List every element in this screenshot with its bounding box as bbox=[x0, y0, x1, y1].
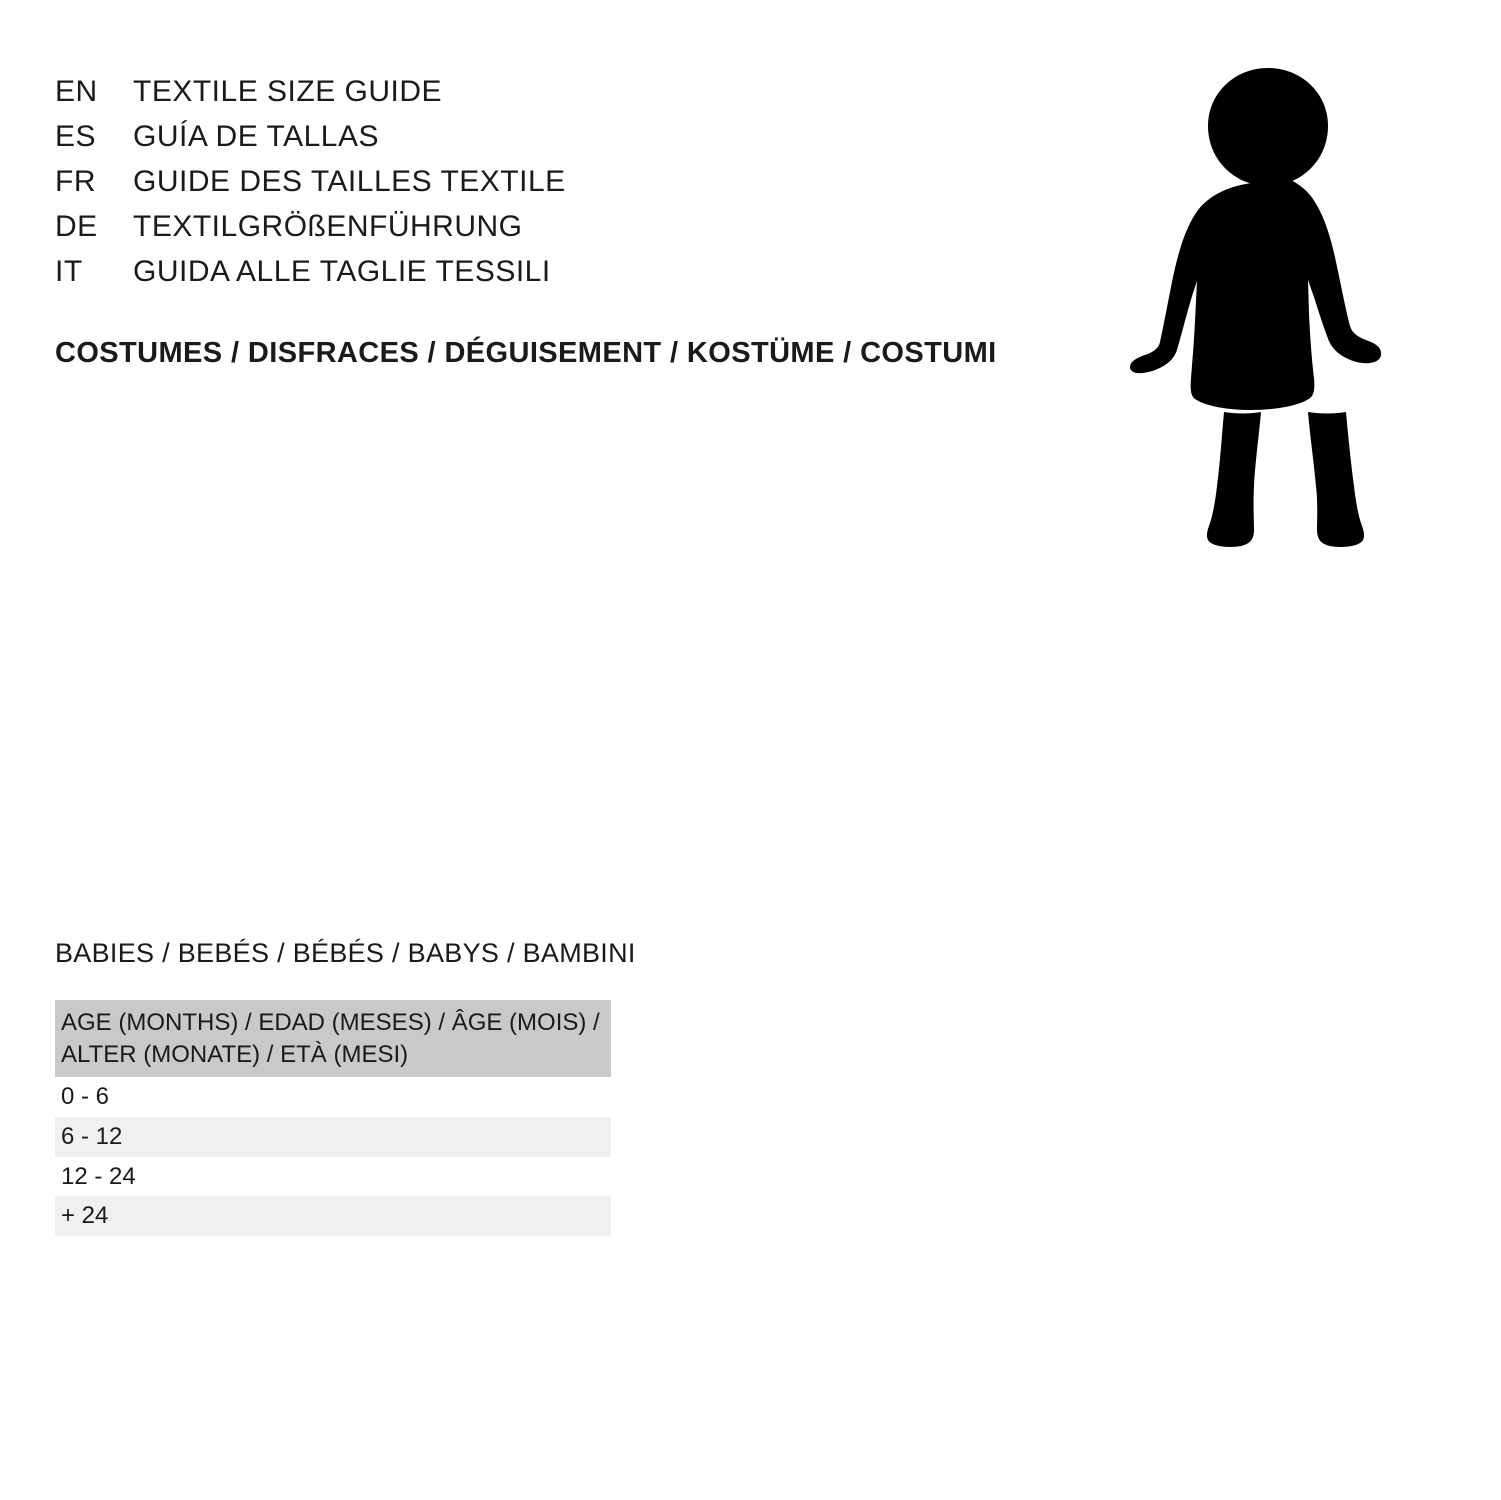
cell-age: 12 - 24 bbox=[55, 1157, 611, 1197]
table-row bbox=[55, 1196, 611, 1236]
toddler-silhouette-icon bbox=[1100, 60, 1440, 560]
table-row bbox=[55, 1157, 611, 1197]
language-row-es bbox=[55, 120, 1055, 165]
language-code-en: EN bbox=[55, 75, 98, 108]
size-table-body bbox=[55, 1077, 611, 1236]
cell-age: + 24 bbox=[55, 1196, 611, 1236]
language-header-block bbox=[55, 75, 1055, 300]
language-code-es: ES bbox=[55, 120, 97, 153]
language-text-es: GUÍA DE TALLAS bbox=[133, 120, 379, 153]
language-text-it: GUIDA ALLE TAGLIE TESSILI bbox=[133, 255, 551, 288]
language-code-de: DE bbox=[55, 210, 98, 243]
language-code-fr: FR bbox=[55, 165, 96, 198]
size-table-head bbox=[55, 1000, 611, 1077]
category-heading: COSTUMES / DISFRACES / DÉGUISEMENT / KOSTÜME / COSTUMI bbox=[55, 337, 997, 369]
table-header-row bbox=[55, 1000, 611, 1077]
language-code-it: IT bbox=[55, 255, 83, 288]
language-row-it bbox=[55, 255, 1055, 300]
table-row bbox=[55, 1077, 611, 1117]
language-text-fr: GUIDE DES TAILLES TEXTILE bbox=[133, 165, 566, 198]
column-header-age: AGE (MONTHS) / EDAD (MESES) / ÂGE (MOIS) / ALTER (MONATE) / ETÀ (MESI) bbox=[55, 1000, 611, 1077]
cell-age: 6 - 12 bbox=[55, 1117, 611, 1157]
language-row-en bbox=[55, 75, 1055, 120]
size-table bbox=[55, 1000, 611, 1236]
table-title: BABIES / BEBÉS / BÉBÉS / BABYS / BAMBINI bbox=[55, 938, 636, 968]
cell-age: 0 - 6 bbox=[55, 1077, 611, 1117]
language-text-en: TEXTILE SIZE GUIDE bbox=[133, 75, 443, 108]
table-row bbox=[55, 1117, 611, 1157]
language-text-de: TEXTILGRÖßENFÜHRUNG bbox=[133, 210, 523, 243]
language-row-de bbox=[55, 210, 1055, 255]
language-row-fr bbox=[55, 165, 1055, 210]
